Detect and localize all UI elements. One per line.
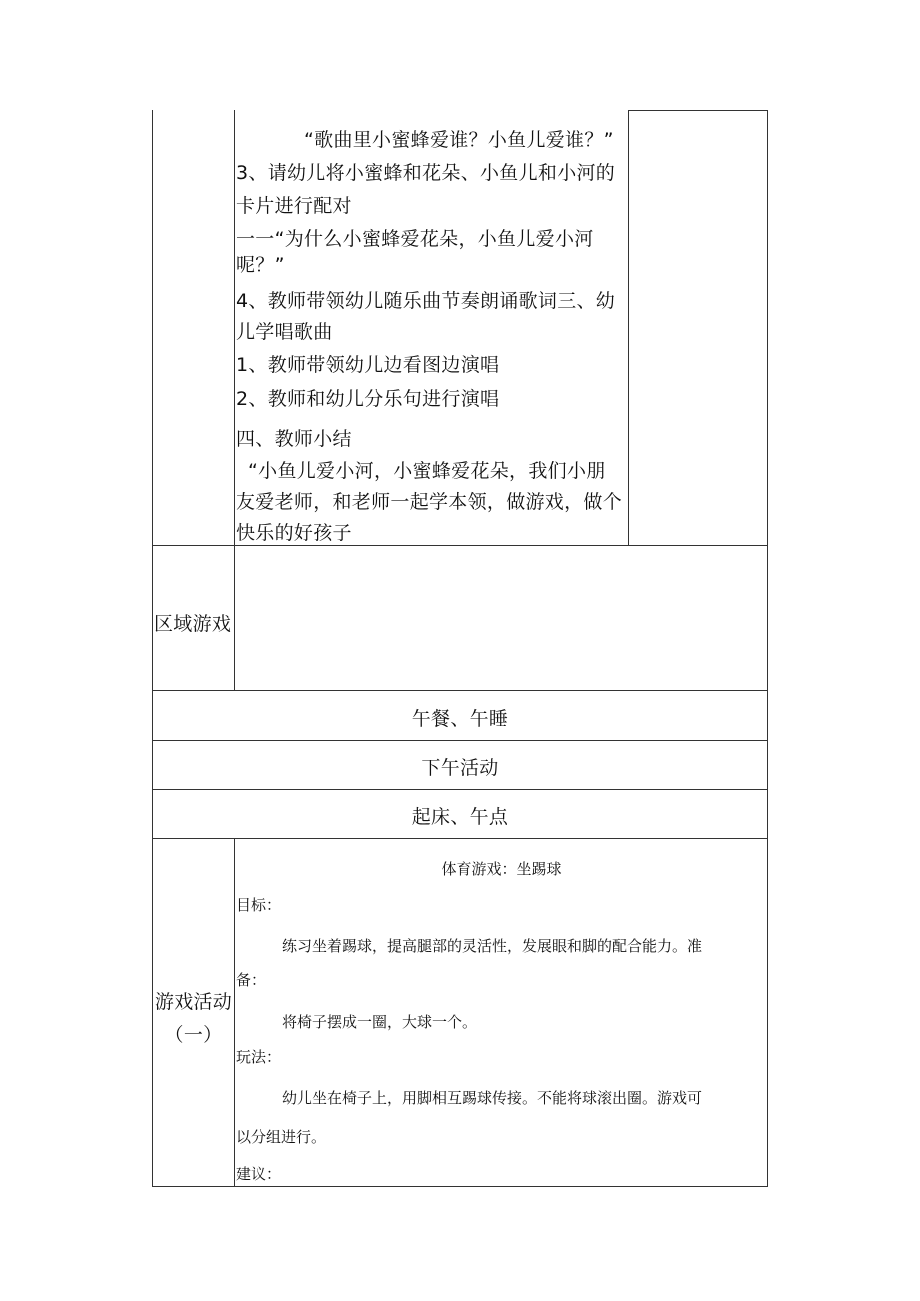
play-text-continued: 以分组进行。 [236,1128,327,1146]
preparation-text: 将椅子摆成一圈，大球一个。 [282,1013,478,1031]
row-divider-2 [152,690,768,691]
process-line: 2、教师和幼儿分乐句进行演唱 [236,388,500,410]
lunch-nap-row: 午餐、午睡 [411,708,509,730]
goal-label: 目标： [236,896,282,914]
afternoon-activity-row: 下午活动 [421,757,499,779]
wakeup-snack-row: 起床、午点 [411,806,509,828]
play-text: 幼儿坐在椅子上，用脚相互踢球传接。不能将球滚出圈。游戏可 [282,1089,703,1107]
process-line: “小鱼儿爱小河，小蜜蜂爱花朵，我们小朋 [248,460,606,482]
process-line: 呢？” [236,254,285,276]
label-column-divider-top [234,110,235,690]
process-line: 儿学唱歌曲 [236,321,333,343]
row-divider-3 [152,740,768,741]
goal-text: 练习坐着踢球，提高腿部的灵活性，发展眼和脚的配合能力。准 [282,937,703,955]
row-divider-5 [152,838,768,839]
top-border [628,110,768,111]
process-line: 友爱老师，和老师一起学本领，做游戏，做个 [236,491,623,513]
area-game-label: 区域游戏 [154,613,232,635]
content-column-divider [628,110,629,545]
process-line: 快乐的好孩子 [236,522,352,544]
process-line: 四、教师小结 [236,428,352,450]
goal-text-continued: 备： [236,971,267,989]
process-line: 卡片进行配对 [236,195,352,217]
suggestion-label: 建议： [236,1165,282,1183]
table-right-border [767,110,768,1187]
process-line: 一一“为什么小蜜蜂爱花朵，小鱼儿爱小河 [236,228,594,250]
process-line: 1、教师带领幼儿边看图边演唱 [236,354,500,376]
process-line: 4、教师带领幼儿随乐曲节奏朗诵歌词三、幼 [236,290,616,312]
game-activity-label-line2: （一） [164,1024,223,1046]
row-divider-1 [152,545,768,546]
process-line: “歌曲里小蜜蜂爱谁？小鱼儿爱谁？” [304,129,614,151]
row-divider-4 [152,789,768,790]
play-label: 玩法： [236,1048,282,1066]
table-bottom-border [152,1186,768,1187]
game-title: 体育游戏：坐踢球 [441,860,562,878]
game-activity-label-line1: 游戏活动 [154,991,233,1013]
process-line: 3、请幼儿将小蜜蜂和花朵、小鱼儿和小河的 [236,162,616,184]
